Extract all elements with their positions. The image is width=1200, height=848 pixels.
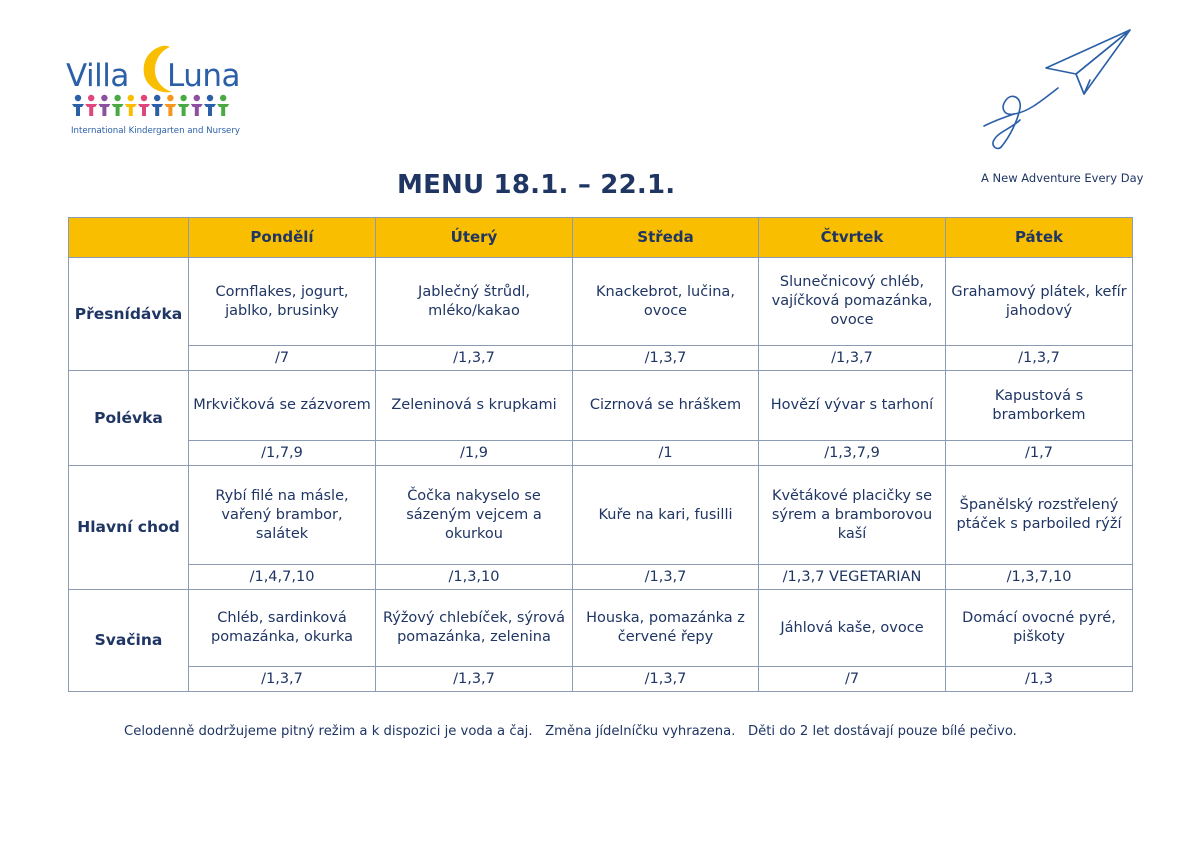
allergen-cell: /1 — [573, 441, 759, 466]
logo-tagline: International Kindergarten and Nursery — [71, 126, 240, 136]
allergen-cell: /1,3,7 VEGETARIAN — [759, 565, 946, 590]
meal-label: Polévka — [69, 371, 189, 466]
child-figure — [85, 95, 97, 116]
meal-item: Hovězí vývar s tarhoní — [759, 371, 946, 441]
meal-item: Květákové placičky se sýrem a bramborovou kaší — [759, 466, 946, 565]
meal-item: Rýžový chlebíček, sýrová pomazánka, zelenina — [376, 590, 573, 667]
footer-bread-note: Děti do 2 let dostávají pouze bílé pečivo. — [747, 724, 1017, 739]
meal-item: Cornflakes, jogurt, jablko, brusinky — [189, 258, 376, 346]
child-figure — [204, 95, 216, 116]
slogan: A New Adventure Every Day — [981, 171, 1144, 185]
day-header: Čtvrtek — [759, 218, 946, 258]
meal-item: Zeleninová s krupkami — [376, 371, 573, 441]
meal-row-svacina — [69, 590, 1133, 667]
allergen-cell: /1,7,9 — [189, 441, 376, 466]
allergen-cell: /1,7 — [946, 441, 1133, 466]
meal-item: Mrkvičková se zázvorem — [189, 371, 376, 441]
footer-drinking-note: Celodenně dodržujeme pitný režim a k dispozici je voda a čaj. — [124, 724, 533, 739]
meal-item: Kuře na kari, fusilli — [573, 466, 759, 565]
allergen-cell: /1,3,7 — [376, 667, 573, 692]
allergen-cell: /1,3,7 — [376, 346, 573, 371]
logo-word-villa: Villa — [66, 58, 129, 94]
day-header: Pondělí — [189, 218, 376, 258]
child-figure — [138, 95, 150, 116]
child-figure — [98, 95, 110, 116]
child-figure — [217, 95, 229, 116]
allergen-cell: /1,3,7,9 — [759, 441, 946, 466]
allergen-row — [69, 667, 1133, 692]
allergen-cell: /1,3,7 — [573, 346, 759, 371]
children-row-icon — [72, 94, 240, 118]
meal-item: Cizrnová se hráškem — [573, 371, 759, 441]
allergen-row — [69, 441, 1133, 466]
allergen-cell: /1,9 — [376, 441, 573, 466]
meal-item: Domácí ovocné pyré, piškoty — [946, 590, 1133, 667]
meal-row-hlavni-chod — [69, 466, 1133, 565]
child-figure — [151, 95, 163, 116]
meal-item: Grahamový plátek, kefír jahodový — [946, 258, 1133, 346]
meal-label: Přesnídávka — [69, 258, 189, 371]
day-header: Pátek — [946, 218, 1133, 258]
meal-item: Slunečnicový chléb, vajíčková pomazánka, ovoce — [759, 258, 946, 346]
child-figure — [178, 95, 190, 116]
meal-label: Svačina — [69, 590, 189, 692]
meal-item: Knackebrot, lučina, ovoce — [573, 258, 759, 346]
child-figure — [191, 95, 203, 116]
allergen-cell: /7 — [189, 346, 376, 371]
allergen-cell: /1,3 — [946, 667, 1133, 692]
meal-row-presnidavka — [69, 258, 1133, 346]
villa-luna-logo — [66, 44, 246, 140]
child-figure — [72, 95, 84, 116]
meal-item: Jáhlová kaše, ovoce — [759, 590, 946, 667]
allergen-cell: /1,3,7 — [759, 346, 946, 371]
menu-table — [68, 217, 1133, 692]
meal-item: Kapustová s bramborkem — [946, 371, 1133, 441]
corner-cell — [69, 218, 189, 258]
logo-word-luna: Luna — [167, 58, 241, 94]
meal-item: Chléb, sardinková pomazánka, okurka — [189, 590, 376, 667]
allergen-row — [69, 346, 1133, 371]
allergen-cell: /1,3,7 — [189, 667, 376, 692]
page-title: MENU 18.1. – 22.1. — [397, 170, 676, 200]
meal-item: Houska, pomazánka z červené řepy — [573, 590, 759, 667]
allergen-cell: /1,3,7,10 — [946, 565, 1133, 590]
meal-row-polevka — [69, 371, 1133, 441]
allergen-row — [69, 565, 1133, 590]
paper-plane-icon — [980, 28, 1136, 158]
meal-item: Rybí filé na másle, vařený brambor, salátek — [189, 466, 376, 565]
footer-note — [124, 724, 1017, 739]
footer-change-note: Změna jídelníčku vyhrazena. — [545, 724, 736, 739]
child-figure — [164, 95, 176, 116]
meal-label: Hlavní chod — [69, 466, 189, 590]
meal-item: Jablečný štrůdl, mléko/kakao — [376, 258, 573, 346]
meal-item: Čočka nakyselo se sázeným vejcem a okurkou — [376, 466, 573, 565]
allergen-cell: /1,3,10 — [376, 565, 573, 590]
allergen-cell: /7 — [759, 667, 946, 692]
day-header: Úterý — [376, 218, 573, 258]
allergen-cell: /1,3,7 — [573, 565, 759, 590]
allergen-cell: /1,4,7,10 — [189, 565, 376, 590]
allergen-cell: /1,3,7 — [946, 346, 1133, 371]
header-row — [69, 218, 1133, 258]
allergen-cell: /1,3,7 — [573, 667, 759, 692]
day-header: Středa — [573, 218, 759, 258]
child-figure — [112, 95, 124, 116]
meal-item: Španělský rozstřelený ptáček s parboiled rýží — [946, 466, 1133, 565]
child-figure — [125, 95, 137, 116]
